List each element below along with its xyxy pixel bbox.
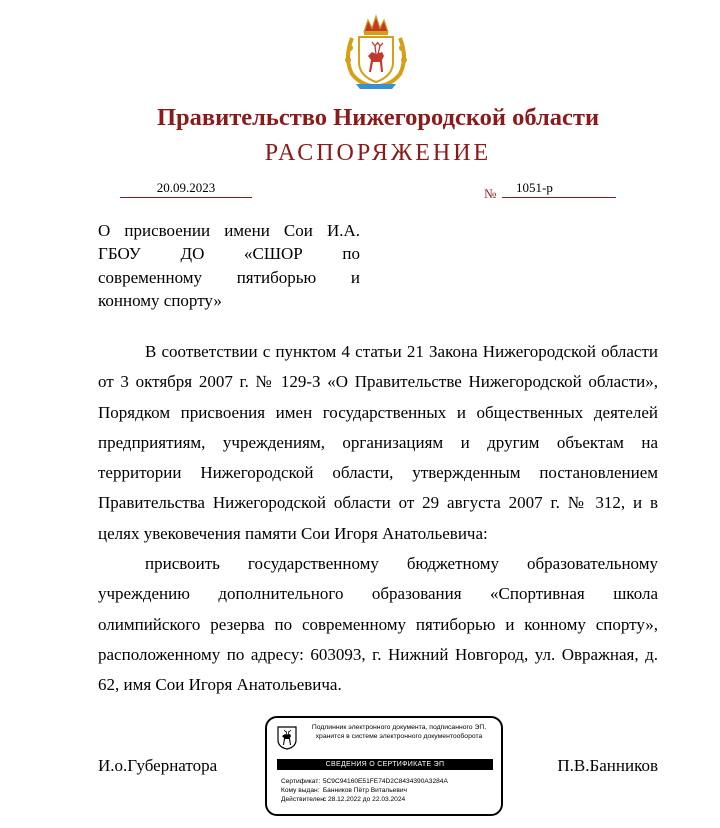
certificate-row	[281, 778, 495, 787]
e-signature-notice	[299, 724, 499, 741]
certificate-label: Сертификат:	[281, 778, 321, 785]
signatory-position: И.о.Губернатора	[98, 756, 218, 775]
e-signature-details	[281, 778, 495, 804]
government-title: Правительство Нижегородской области	[156, 104, 600, 131]
document-body	[98, 337, 658, 701]
document-number-value: 1051-р	[516, 180, 553, 195]
document-type-title: РАСПОРЯЖЕНИЕ	[264, 140, 492, 166]
e-signature-stamp	[265, 716, 503, 816]
deer-emblem-icon	[277, 726, 297, 750]
document-date: 20.09.2023	[120, 180, 252, 198]
valid-value: с 28.12.2022 до 22.03.2024	[322, 795, 406, 803]
e-signature-notice-line-2: хранится в системе электронного документооборота	[315, 732, 483, 740]
body-paragraph-2: присвоить государственному бюджетному образовательному учреждению дополнительного образования «Спортивная школа олимпийского резерва по современному пятиборью и конному спорту», расположенному по адресу: 603093, г. Нижний Новгород, ул. Овражная, д. 62, имя Сои Игоря Анатольевича.	[98, 554, 658, 695]
e-signature-header: СВЕДЕНИЯ О СЕРТИФИКАТЕ ЭП	[277, 759, 493, 770]
certificate-value: 5C9C94160E51FE74D2C8434390A3284A	[322, 778, 448, 785]
body-paragraph-1: В соответствии с пунктом 4 статьи 21 Закона Нижегородской области от 3 октября 2007 г. № 129-З «О Правительстве Нижегородской области», Порядком присвоения имен государственных и общественных деятелей предприятиям, учреждениям, организациям и другим объектам на территории Нижегородской области, утвержденным постановлением Правительства Нижегородской области от 29 августа 2007 г. № 312, и в целях увековечения памяти Сои Игоря Анатольевича:	[98, 342, 658, 543]
signatory-name: П.В.Банников	[557, 756, 658, 775]
e-signature-notice-line-1: Подлинник электронного документа, подписанного ЭП,	[311, 724, 487, 731]
issued-to-label: Кому выдан:	[281, 786, 320, 794]
valid-label: Действителен:	[281, 795, 326, 803]
number-sign: №	[484, 186, 497, 201]
coat-of-arms-icon	[342, 14, 410, 90]
issued-to-row	[281, 787, 495, 796]
document-subject: О присвоении имени Сои И.А. ГБОУ ДО «СШОР по современному пятиборью и конному спорту»	[98, 221, 360, 310]
issued-to-value: Банников Пётр Витальевич	[322, 786, 407, 794]
document-number	[502, 180, 616, 198]
valid-row	[281, 796, 495, 805]
